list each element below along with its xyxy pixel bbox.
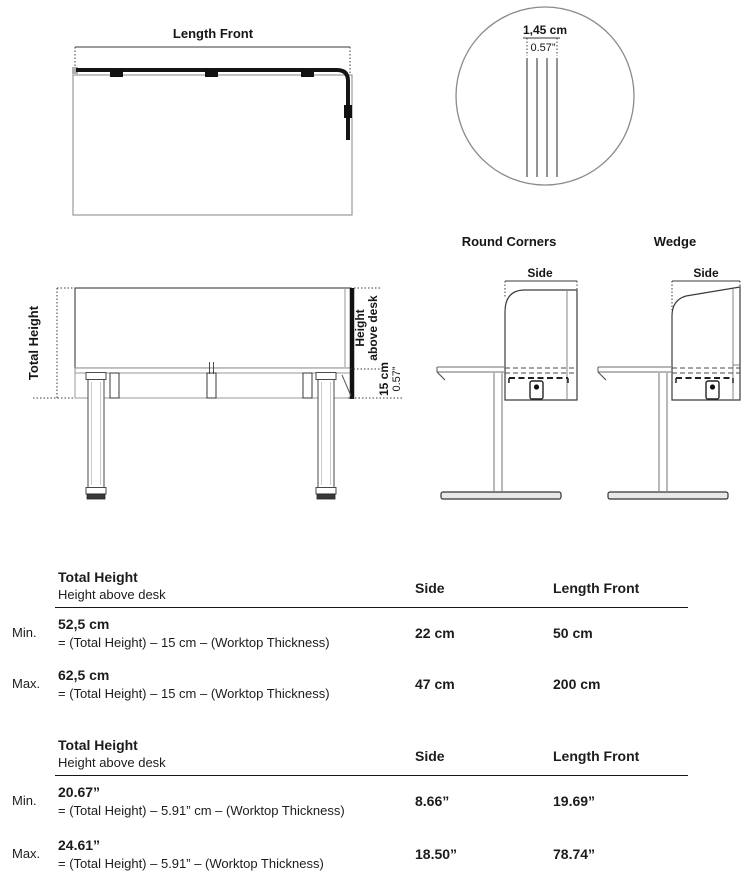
side-value: 18.50”	[415, 846, 458, 862]
mounting-clamp	[110, 373, 119, 398]
leg-foot	[86, 488, 106, 495]
round-corners-title: Round Corners	[461, 234, 557, 249]
height-above-desk-label-line2: above desk	[366, 295, 380, 361]
screen-clip	[110, 70, 123, 78]
row-label: Min.	[12, 625, 37, 640]
table-row-max	[12, 667, 722, 702]
total-height-formula: = (Total Height) – 15 cm – (Worktop Thickness)	[58, 635, 330, 650]
clamp-screw-dot	[534, 384, 539, 389]
below-desk-cm-label: 15 cm	[377, 361, 391, 397]
row-label: Max.	[12, 846, 41, 861]
row-label: Min.	[12, 793, 37, 808]
total-height-formula: = (Total Height) – 5.91” – (Worktop Thickness)	[58, 856, 324, 871]
row-label: Max.	[12, 676, 41, 691]
dimensions-table-metric	[12, 563, 722, 702]
header-rule	[55, 775, 688, 776]
table-row-min	[12, 784, 722, 819]
worktop-end-barb	[598, 372, 606, 380]
col-total-height-subtitle: Height above desk	[58, 755, 166, 770]
mounting-clamp	[207, 373, 216, 398]
screen-clip	[301, 70, 314, 78]
wedge-title: Wedge	[653, 234, 697, 249]
leg-collar	[86, 373, 106, 380]
leg-glide	[317, 494, 335, 499]
thickness-detail-diagram	[456, 7, 634, 185]
col-side-title: Side	[415, 748, 445, 764]
worktop-end-barb	[437, 372, 445, 380]
col-total-height-subtitle: Height above desk	[58, 587, 166, 602]
length-front-dim-label: Length Front	[172, 26, 254, 41]
table-header	[12, 569, 722, 603]
height-above-desk-label-line1: Height	[353, 309, 367, 347]
screen-clip-side	[344, 105, 352, 118]
length-front-value: 50 cm	[553, 625, 593, 641]
top-view-diagram	[72, 26, 352, 215]
side-view-round-corners	[437, 234, 577, 499]
col-side-title: Side	[415, 580, 445, 596]
total-height-value: 62,5 cm	[58, 667, 110, 683]
desk-leg-left	[86, 373, 106, 500]
side-view-wedge	[598, 234, 740, 499]
thickness-cm-label: 1,45 cm	[522, 23, 568, 37]
total-height-formula: = (Total Height) – 15 cm – (Worktop Thickness)	[58, 686, 330, 701]
clamp-screw-dot	[710, 384, 715, 389]
side-value: 47 cm	[415, 676, 455, 692]
cantilever-foot	[441, 492, 561, 499]
screen-front-panel	[75, 288, 351, 368]
length-front-value: 78.74”	[553, 846, 596, 862]
leg-shaft	[88, 380, 104, 488]
leg-collar	[316, 373, 336, 380]
total-height-label: Total Height	[26, 305, 41, 381]
table-row-max	[12, 837, 722, 872]
side-value: 8.66”	[415, 793, 450, 809]
desk-top-outline	[73, 75, 352, 215]
total-height-formula: = (Total Height) – 5.91” cm – (Worktop Thickness)	[58, 803, 345, 818]
col-total-height-title: Total Height	[58, 569, 138, 585]
front-view-diagram	[26, 288, 403, 499]
side-value: 22 cm	[415, 625, 455, 641]
col-length-front-title: Length Front	[553, 580, 640, 596]
col-length-front-title: Length Front	[553, 748, 640, 764]
length-front-value: 200 cm	[553, 676, 601, 692]
mounting-clamp	[303, 373, 312, 398]
table-row-min	[12, 616, 722, 651]
screen-clip	[205, 70, 218, 78]
thickness-inch-label: 0.57”	[530, 42, 556, 54]
cantilever-foot	[608, 492, 728, 499]
worktop-edge	[75, 368, 351, 373]
col-total-height-title: Total Height	[58, 737, 138, 753]
clamp-bracket	[530, 381, 543, 399]
dimensions-table-imperial	[12, 731, 722, 872]
leg-shaft	[318, 380, 334, 488]
total-height-value: 52,5 cm	[58, 616, 110, 632]
below-desk-inch-label: 0.57”	[391, 366, 403, 392]
header-rule	[55, 607, 688, 608]
table-header	[12, 737, 722, 771]
side-dim-label: Side	[527, 266, 553, 280]
clamp-bracket	[706, 381, 719, 399]
length-front-value: 19.69”	[553, 793, 596, 809]
leg-foot	[316, 488, 336, 495]
total-height-value: 24.61”	[58, 837, 101, 853]
leg-glide	[87, 494, 105, 499]
total-height-value: 20.67”	[58, 784, 101, 800]
side-dim-label: Side	[693, 266, 719, 280]
desk-leg-right	[316, 373, 336, 500]
